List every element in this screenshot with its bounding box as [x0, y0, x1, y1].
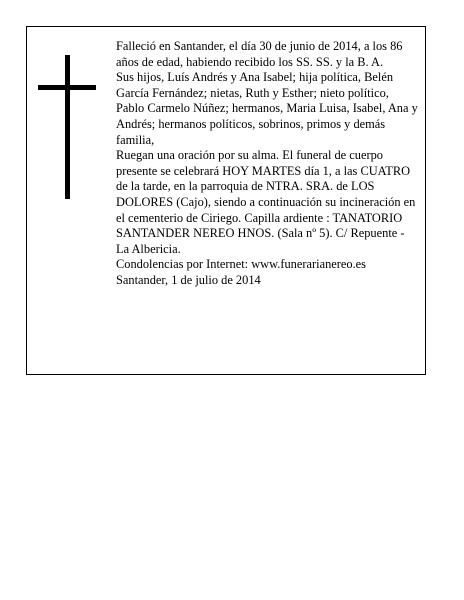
family-list: Sus hijos, Luís Andrés y Ana Isabel; hija política, Belén García Fernández; nietas, Ruth y Esther; nieto político, Pablo Carmelo Núñez; hermanos, Maria Luisa, Isabel, Ana y Andrés; hermanos políticos, sobrinos, primos y demás familia,	[116, 70, 418, 147]
death-announcement: Falleció en Santander, el día 30 de junio de 2014, a los 86 años de edad, habiendo recibido los SS. SS. y la B. A.	[116, 39, 403, 69]
funeral-details: Ruegan una oración por su alma. El funeral de cuerpo presente se celebrará HOY MARTES día 1, a las CUATRO de la tarde, en la parroquia de NTRA. SRA. de LOS DOLORES (Cajo), siendo a continuación su incineración en el cementerio de Ciriego. Capilla ardiente : TANATORIO SANTANDER NEREO HNOS. (Sala nº 5). C/ Repuente - La Albericia.	[116, 148, 416, 256]
cross-horizontal-bar	[38, 85, 96, 90]
online-condolences: Condolencias por Internet: www.funerarianereo.es	[116, 257, 367, 272]
notice-text	[116, 39, 418, 289]
place-date-line: Santander, 1 de julio de 2014	[116, 272, 261, 287]
obituary-notice	[26, 26, 426, 375]
cross-vertical-bar	[65, 55, 70, 199]
